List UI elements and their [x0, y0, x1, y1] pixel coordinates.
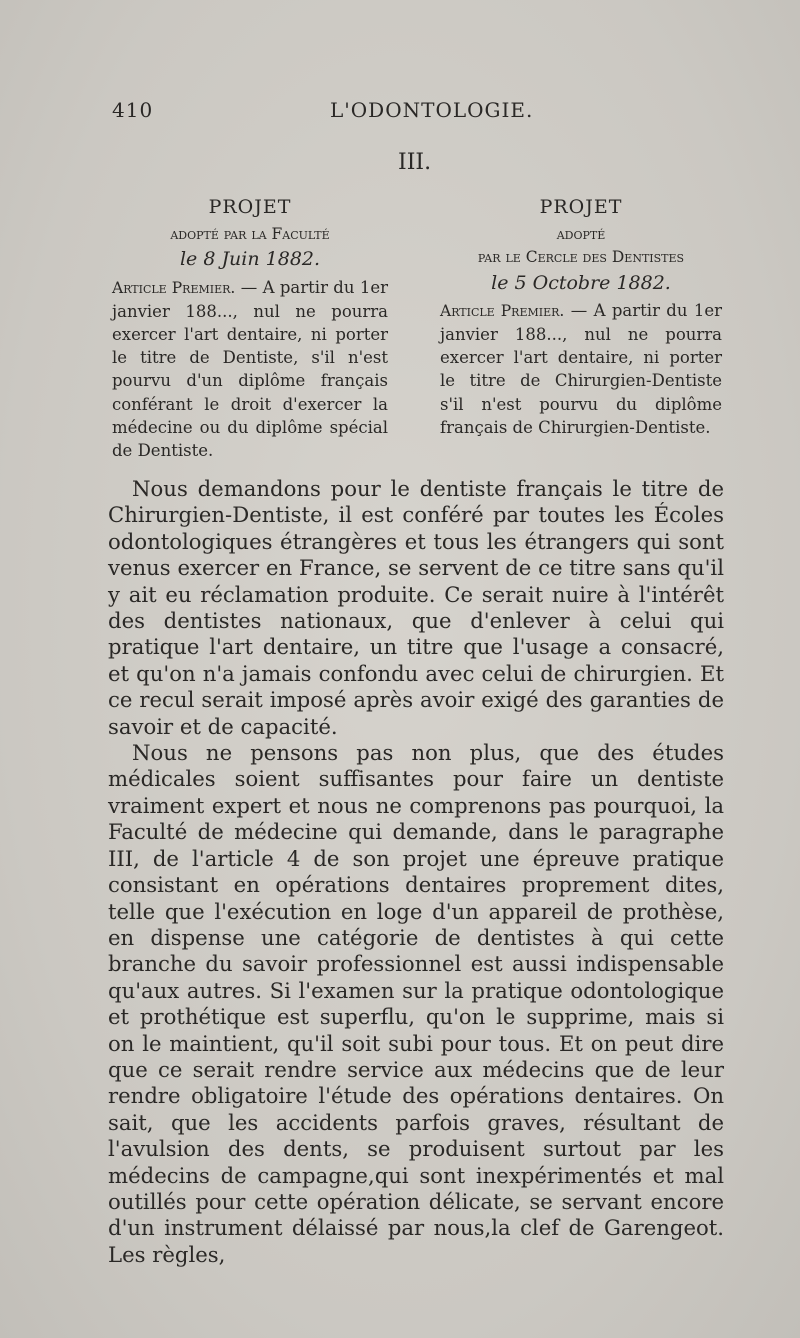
right-projet-heading: PROJET [539, 196, 623, 218]
body-paragraph-1: Nous demandons pour le dentiste français le titre de Chirurgien-Dentiste, il est conféré par toutes les Écoles odontologiques étrangères et tous les étrangers qui sont venus exercer en France, se servent de ce titre sans qu'il y ait eu réclamation produite. Ce serait nuire à l'intérêt des dentistes nationaux, que d'enlever à celui qui pratique l'art dentaire, un titre que l'usage a consacré, et qu'on n'a jamais confondu avec celui de chirurgien. Et ce recul serait imposé après avoir exigé des garanties de savoir et de capacité. [108, 476, 724, 739]
right-projet-date: le 5 Octobre 1882. [491, 271, 671, 294]
page-number: 410 [112, 98, 154, 122]
body-paragraph-2: Nous ne pensons pas non plus, que des études médicales soient suffisantes pour faire un dentiste vraiment expert et nous ne comprenons pas pourquoi, la Faculté de médecine qui demande, dans le paragraphe III, de l'article 4 de son projet une épreuve pratique consistant en opérations dentaires proprement dites, telle que l'exécution en loge d'un appareil de prothèse, en dispense une catégorie de dentistes à qui cette branche du savoir professionnel est aussi indispensable qu'aux autres. Si l'examen sur la pratique odontologique et prothétique est superflu, qu'on le supprime, mais si on le maintient, qu'il soit subi pour tous. Et on peut dire que ce serait rendre service aux médecins que de leur rendre obligatoire l'étude des opérations dentaires. On sait, que les accidents parfois graves, résultant de l'avulsion des dents, se produisent surtout par les médecins de campagne,qui sont inexpérimentés et mal outillés pour cette opération délicate, se servant encore d'un instrument délaissé par nous,la clef de Garengeot. Les règles, [108, 740, 724, 1267]
right-projet-subtitle-2: par le Cercle des Dentistes [477, 248, 685, 267]
right-column-projet [440, 196, 722, 439]
right-article-text: — A partir du 1er janvier 188..., nul ne pourra exercer l'art dentaire, ni porter le titre de Chirurgien-Dentiste s'il n'est pourvu du diplôme français de Chirurgien-Dentiste. [440, 300, 723, 437]
main-text [108, 476, 724, 1268]
left-projet-heading: PROJET [208, 196, 292, 218]
left-projet-subtitle: adopté par la Faculté [170, 225, 330, 244]
right-projet-subtitle-1: adopté [556, 225, 606, 244]
left-article-text: — A partir du 1er janvier 188..., nul ne pourra exercer l'art dentaire, ni porter le titre de Dentiste, s'il n'est pourvu d'un diplôme français conférant le droit d'exercer la médecine ou du diplôme spécial de Dentiste. [112, 277, 389, 461]
section-numeral: III. [398, 150, 432, 175]
right-article-paragraph [440, 299, 722, 439]
right-article-label: Article Premier. [440, 301, 565, 320]
left-article-label: Article Premier. [112, 278, 236, 297]
left-column-projet [112, 196, 388, 462]
page-header [112, 98, 732, 128]
left-article-paragraph [112, 276, 388, 463]
left-projet-date: le 8 Juin 1882. [179, 248, 321, 271]
running-title: L'ODONTOLOGIE. [330, 98, 534, 122]
